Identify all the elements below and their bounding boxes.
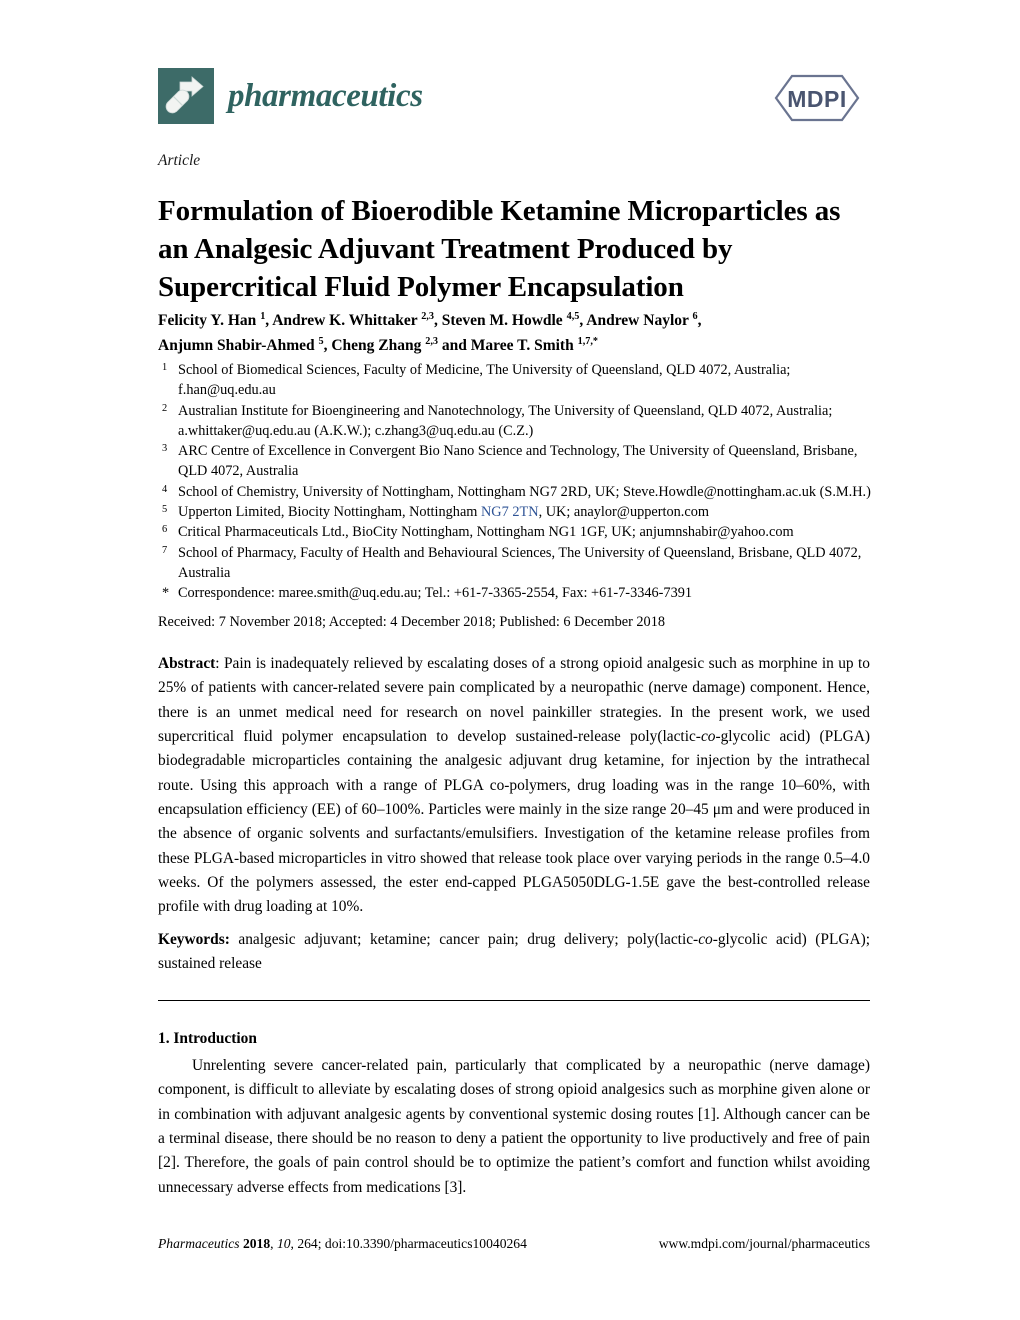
- svg-text:MDPI: MDPI: [787, 86, 847, 112]
- author-name: Maree T. Smith: [470, 337, 578, 355]
- author-name: Andrew Naylor: [586, 312, 693, 329]
- affiliation-marker: 1: [162, 362, 168, 373]
- abstract-text-part1: : Pain is inadequately relieved by escalating doses of a strong opioid analgesic such as morphine in up to 25% of patients with cancer-related severe pain complicated by a neuropathic (nerve damage) component. Hence, there is an unmet medical need for research on novel painkiller strategies. In the present work, we used supercritical fluid polymer encapsulation to develop sustained-release poly(lactic-: [158, 655, 870, 745]
- author-separator: and: [438, 337, 471, 355]
- abstract-block: [158, 652, 870, 920]
- author-separator: ,: [697, 312, 702, 329]
- affiliation-text: School of Biomedical Sciences, Faculty of Medicine, The University of Queensland, QLD 4072, Australia; f.han@uq.edu.au: [178, 362, 791, 399]
- author-affiliation-marker: 4,5: [566, 310, 580, 322]
- page-title: Formulation of Bioerodible Ketamine Microparticles as an Analgesic Adjuvant Treatment Produced by Supercritical Fluid Polymer Encapsulation: [158, 195, 841, 303]
- abstract-italic-co: co: [700, 727, 716, 745]
- footer-journal-url[interactable]: www.mdpi.com/journal/pharmaceutics: [658, 1236, 870, 1251]
- hexagon-icon: [772, 70, 862, 126]
- affiliation-text: Upperton Limited, Biocity Nottingham, Nottingham NG7 2TN, UK; anaylor@upperton.com: [178, 504, 709, 521]
- affiliation-row: [158, 441, 874, 482]
- affiliation-text: ARC Centre of Excellence in Convergent Bio Nano Science and Technology, The University of Queensland, Brisbane, QLD 4072, Australia: [178, 443, 858, 480]
- affiliation-marker: 6: [162, 524, 168, 536]
- affiliation-marker: 5: [162, 504, 168, 516]
- author-separator: ,: [323, 337, 332, 355]
- page-header: [158, 68, 862, 140]
- author-affiliation-marker: 2,3: [425, 335, 439, 347]
- author-separator: ,: [265, 312, 273, 329]
- affiliation-text: Critical Pharmaceuticals Ltd., BioCity Nottingham, Nottingham NG1 1GF, UK; anjumnshabir@yahoo.com: [178, 524, 794, 541]
- affiliation-marker: 2: [162, 402, 168, 414]
- keywords-block: [158, 928, 870, 977]
- abstract-text-part2: -glycolic acid) (PLGA) biodegradable microparticles containing the analgesic adjuvant drug ketamine, for injection by the intrathecal route. Using this approach with a range of PLGA co-polymers, drug loading was in the range 10–60%, with encapsulation efficiency (EE) of 60–100%. Particles were mainly in the size range 20–45 μm and were produced in the absence of organic solvents and surfactants/emulsifiers. Investigation of the ketamine release profiles from these PLGA-based microparticles in vitro showed that release took place over varying periods in the range 0.5–4.0 weeks. Of the polymers assessed, the ester end-capped PLGA5050DLG-1.5E gave the best-controlled release profile with drug loading at 10%.: [158, 727, 870, 916]
- affiliation-row: [158, 522, 874, 542]
- journal-branding: [158, 68, 423, 124]
- abstract-label: Abstract: [158, 655, 216, 672]
- footer-journal-name: Pharmaceutics: [158, 1236, 240, 1251]
- author-separator: ,: [433, 312, 442, 329]
- affiliation-row: [158, 502, 874, 522]
- affiliation-text: Australian Institute for Bioengineering and Nanotechnology, The University of Queensland, QLD 4072, Australia; a.whittaker@uq.edu.au (A.K.W.); c.zhang3@uq.edu.au (C.Z.): [178, 402, 833, 439]
- affiliation-text: Correspondence: maree.smith@uq.edu.au; Tel.: +61-7-3365-2554, Fax: +61-7-3346-7391: [178, 585, 693, 602]
- affiliation-marker: 7: [162, 544, 168, 556]
- introduction-paragraph: Unrelenting severe cancer-related pain, particularly that complicated by a neuropathic (nerve damage) component, is difficult to alleviate by escalating doses of strong opioid analgesics such as morphine given alone or in combination with adjuvant analgesic agents by conventional systemic dosing routes [1]. Although cancer can be a terminal disease, there should be no reason to deny a patient the opportunity to live productively and free of pain [2]. Therefore, the goals of pain control should be to optimize the patient’s comfort and function whilst avoiding unnecessary adverse effects from medications [3].: [158, 1057, 870, 1196]
- author-name: Steven M. Howdle: [441, 312, 567, 329]
- author-line-2: [158, 333, 874, 358]
- affiliation-text: School of Pharmacy, Faculty of Health and Behavioural Sciences, The University of Queensland, Brisbane, QLD 4072, Australia: [178, 544, 862, 581]
- affiliation-row: [158, 360, 874, 401]
- affiliation-row: [158, 482, 874, 502]
- section-divider: [158, 1000, 870, 1001]
- author-affiliation-marker: 6: [692, 310, 698, 322]
- author-affiliation-marker: 1: [260, 310, 266, 322]
- keywords-text-part2: -glycolic acid) (PLGA); sustained release: [158, 931, 870, 973]
- publication-dates: Received: 7 November 2018; Accepted: 4 December 2018; Published: 6 December 2018: [158, 614, 665, 630]
- author-name: Anjumn Shabir-Ahmed: [158, 337, 319, 355]
- keywords-text-part1: analgesic adjuvant; ketamine; cancer pain; drug delivery; poly(lactic-: [229, 931, 699, 948]
- footer-citation-rest: , 264; doi:10.3390/pharmaceutics10040264: [290, 1236, 527, 1251]
- capsule-arrow-icon: [158, 68, 214, 124]
- author-name: Felicity Y. Han: [158, 312, 261, 329]
- author-line-1: [158, 308, 874, 333]
- author-affiliation-marker: 5: [318, 335, 324, 347]
- author-separator: ,: [579, 312, 587, 329]
- section-heading-introduction: 1. Introduction: [158, 1030, 257, 1047]
- journal-name: pharmaceutics: [228, 77, 423, 114]
- footer-volume: 10: [276, 1236, 291, 1251]
- affiliation-row: [158, 543, 874, 584]
- affiliation-postcode-link[interactable]: NG7 2TN: [480, 504, 539, 521]
- author-affiliation-marker: 1,7,*: [577, 335, 599, 347]
- author-list: [158, 308, 874, 358]
- article-type-label: Article: [158, 152, 201, 169]
- affiliation-text: School of Chemistry, University of Nottingham, Nottingham NG7 2RD, UK; Steve.Howdle@nottingham.ac.uk (S.M.H.): [178, 483, 871, 500]
- affiliation-row: [158, 401, 874, 442]
- author-name: Cheng Zhang: [331, 337, 426, 355]
- page-footer: [158, 1236, 870, 1252]
- affiliation-marker: 4: [162, 483, 168, 495]
- keywords-label: Keywords:: [158, 931, 230, 948]
- footer-citation: Pharmaceutics 2018, 10, 264; doi:10.3390/pharmaceutics10040264: [158, 1236, 527, 1251]
- footer-year: 2018: [242, 1236, 271, 1251]
- affiliation-row: [158, 583, 874, 603]
- author-affiliation-marker: 2,3: [421, 310, 434, 322]
- affiliation-marker: 3: [162, 443, 168, 455]
- keywords-italic-co: co: [698, 931, 713, 948]
- author-name: Andrew K. Whittaker: [272, 312, 422, 329]
- affiliation-marker: *: [162, 585, 170, 602]
- affiliation-list: [158, 360, 874, 604]
